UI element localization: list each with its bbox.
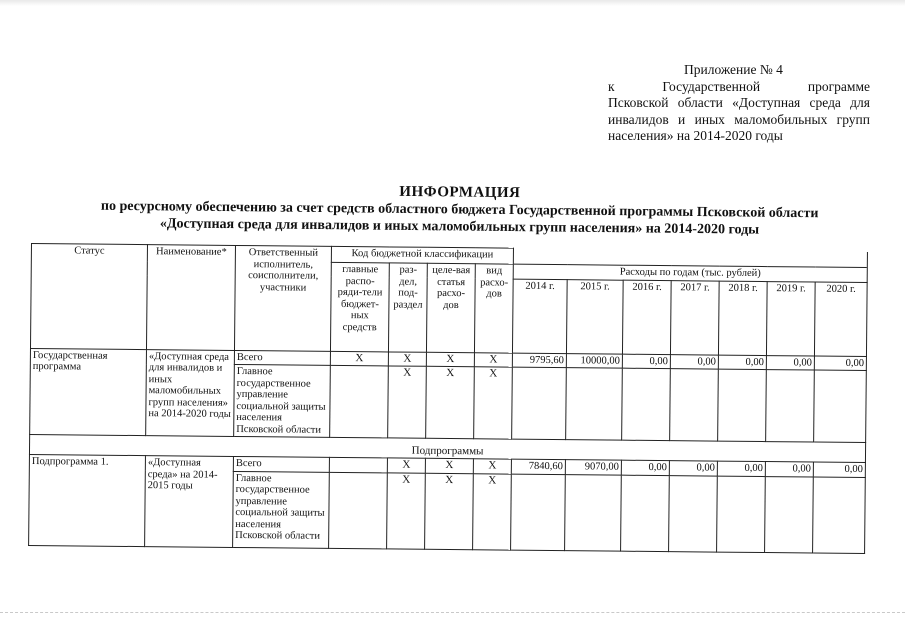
heading-line1: по ресурсному обеспечению за счет средств областного бюджета Государственной программы Псковской области xyxy=(100,198,819,222)
header-year: 2018 г. xyxy=(718,281,767,355)
value-cell xyxy=(717,476,766,552)
header-rzpr: раз-дел, под-раздел xyxy=(388,263,427,352)
header-grbs: главные распо-ряди-тели бюджет-ных средств xyxy=(330,262,389,351)
code-cell: X xyxy=(426,352,474,367)
value-cell xyxy=(765,476,814,552)
code-cell: X xyxy=(425,458,473,473)
code-cell: X xyxy=(388,351,426,366)
code-cell: X xyxy=(387,472,426,548)
header-expenses: Расходы по годам (тыс. рублей) xyxy=(513,264,867,282)
appendix-rest: Псковской области «Доступная среда для инвалидов и иных маломобильных групп населения» на 2014-2020 годы xyxy=(608,95,870,143)
code-cell: X xyxy=(425,473,474,549)
appendix-block xyxy=(608,62,870,145)
program-executor: Главное государственное управление социальной защиты населения Псковской области xyxy=(234,364,331,437)
value-cell: 7840,60 xyxy=(511,459,565,474)
appendix-line1-mid: Государственной xyxy=(662,78,761,94)
value-cell xyxy=(565,474,622,551)
subprogram-status: Подпрограмма 1. xyxy=(29,454,146,546)
code-cell: X xyxy=(474,367,513,439)
resource-table-wrap xyxy=(28,243,867,554)
value-cell xyxy=(566,368,623,441)
resource-table xyxy=(28,243,868,554)
code-cell: X xyxy=(473,473,512,549)
value-cell: 0,00 xyxy=(622,354,670,369)
program-status: Государственная программа xyxy=(30,348,147,436)
code-cell: X xyxy=(387,458,425,473)
code-cell xyxy=(330,365,389,438)
value-cell xyxy=(813,477,866,553)
header-year: 2020 г. xyxy=(814,282,867,356)
header-year: 2015 г. xyxy=(566,279,623,354)
section-subprograms: Подпрограммы xyxy=(29,434,865,462)
header-year: 2016 г. xyxy=(622,280,671,354)
value-cell: 0,00 xyxy=(669,461,717,476)
value-cell xyxy=(814,370,867,442)
header-vr: вид расхо-дов xyxy=(474,264,513,353)
value-cell: 9795,60 xyxy=(512,353,566,368)
value-cell xyxy=(766,370,815,442)
appendix-line1-left: к xyxy=(608,78,615,94)
scan-edge-bottom xyxy=(0,612,905,614)
header-year: 2014 г. xyxy=(512,279,567,354)
header-csr: целе-вая статья расхо-дов xyxy=(426,263,475,352)
value-cell: 10000,00 xyxy=(566,353,622,368)
subprogram-executor: Главное государственное управление социальной защиты населения Псковской области xyxy=(233,471,330,548)
header-responsible: Ответственный исполнитель, соисполнители, участники xyxy=(234,245,331,350)
value-cell xyxy=(622,368,671,440)
value-cell: 0,00 xyxy=(670,354,718,369)
heading-title: ИНФОРМАЦИЯ xyxy=(399,183,521,202)
code-cell xyxy=(329,457,387,472)
code-cell: X xyxy=(474,352,512,367)
scan-edge-top xyxy=(0,0,905,6)
code-cell: X xyxy=(426,366,475,438)
value-cell xyxy=(718,369,767,441)
value-cell: 9070,00 xyxy=(565,460,621,475)
code-cell: X xyxy=(388,366,427,438)
appendix-title: Приложение № 4 xyxy=(684,62,783,77)
value-cell xyxy=(621,475,670,551)
subprogram-name: «Доступная среда» на 2014-2015 годы xyxy=(145,456,234,547)
value-cell: 0,00 xyxy=(718,355,766,370)
value-cell: 0,00 xyxy=(621,460,669,475)
value-cell xyxy=(670,369,719,441)
header-budget-code: Код бюджетной классификации xyxy=(331,246,513,264)
header-year: 2017 г. xyxy=(670,280,719,354)
code-cell xyxy=(329,472,388,549)
appendix-line1-right: программе xyxy=(807,78,871,94)
code-cell: X xyxy=(330,351,388,366)
header-name: Наименование* xyxy=(146,245,235,350)
subprogram-total-label: Всего xyxy=(233,456,329,471)
value-cell: 0,00 xyxy=(814,356,866,371)
document-heading xyxy=(29,180,889,240)
code-cell: X xyxy=(473,459,511,474)
value-cell xyxy=(511,474,566,551)
value-cell: 0,00 xyxy=(813,462,865,477)
heading-line2: «Доступная среда для инвалидов и иных маломобильных групп населения» на 2014-2020 годы xyxy=(159,216,760,238)
value-cell xyxy=(669,475,718,551)
value-cell: 0,00 xyxy=(765,462,813,477)
value-cell: 0,00 xyxy=(766,355,814,370)
value-cell: 0,00 xyxy=(717,461,765,476)
header-status: Статус xyxy=(30,244,147,350)
program-name: «Доступная среда для инвалидов и иных маломобильных групп населения» на 2014-2020 годы xyxy=(146,349,235,436)
program-total-label: Всего xyxy=(234,350,330,365)
value-cell xyxy=(512,367,567,440)
appendix-line1 xyxy=(608,79,870,96)
header-year: 2019 г. xyxy=(766,281,815,355)
